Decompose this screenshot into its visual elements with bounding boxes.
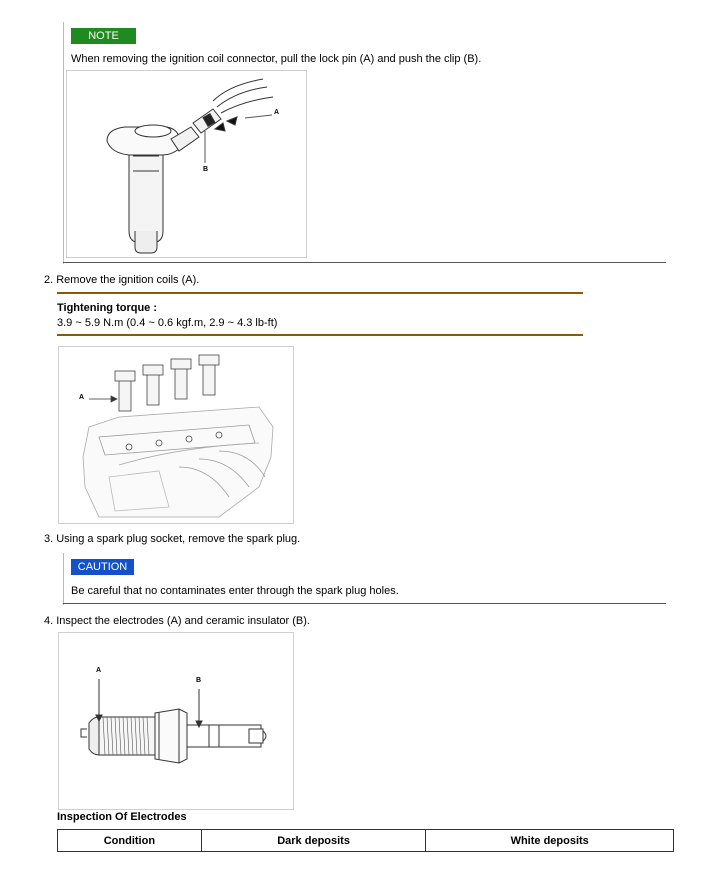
- ignition-coil-connector-figure: [66, 70, 307, 258]
- step-2-text: 2. Remove the ignition coils (A).: [44, 274, 200, 286]
- caution-container: [63, 553, 666, 605]
- note-badge: NOTE: [71, 28, 136, 44]
- caution-divider: [63, 603, 666, 604]
- torque-label: Tightening torque :: [57, 302, 158, 314]
- ignition-coil-connector-drawing: [67, 71, 307, 258]
- ignition-coils-engine-drawing: [59, 347, 294, 524]
- step-3-text: 3. Using a spark plug socket, remove the spark plug.: [44, 533, 301, 545]
- inspection-title: Inspection Of Electrodes: [57, 811, 187, 823]
- spark-plug-figure: [58, 632, 294, 810]
- caution-badge: CAUTION: [71, 559, 134, 575]
- spark-plug-drawing: [59, 633, 294, 810]
- table-header-row: [58, 830, 674, 852]
- header-dark-deposits: Dark deposits: [201, 830, 426, 852]
- torque-value: 3.9 ~ 5.9 N.m (0.4 ~ 0.6 kgf.m, 2.9 ~ 4.3 lb-ft): [57, 317, 278, 329]
- callout-a: A: [79, 394, 85, 401]
- header-condition: Condition: [58, 830, 202, 852]
- inspection-table: [57, 829, 674, 852]
- step-4-text: 4. Inspect the electrodes (A) and ceramic insulator (B).: [44, 615, 310, 627]
- torque-bottom-rule: [57, 334, 583, 336]
- note-text: When removing the ignition coil connector, pull the lock pin (A) and push the clip (B).: [71, 53, 482, 65]
- callout-a: A: [96, 667, 102, 674]
- header-white-deposits: White deposits: [426, 830, 674, 852]
- caution-text: Be careful that no contaminates enter through the spark plug holes.: [71, 585, 399, 597]
- ignition-coils-engine-figure: [58, 346, 294, 524]
- callout-a: A: [274, 109, 280, 116]
- callout-b: B: [203, 166, 209, 173]
- torque-top-rule: [57, 292, 583, 294]
- callout-b: B: [196, 677, 202, 684]
- note-divider: [63, 262, 666, 263]
